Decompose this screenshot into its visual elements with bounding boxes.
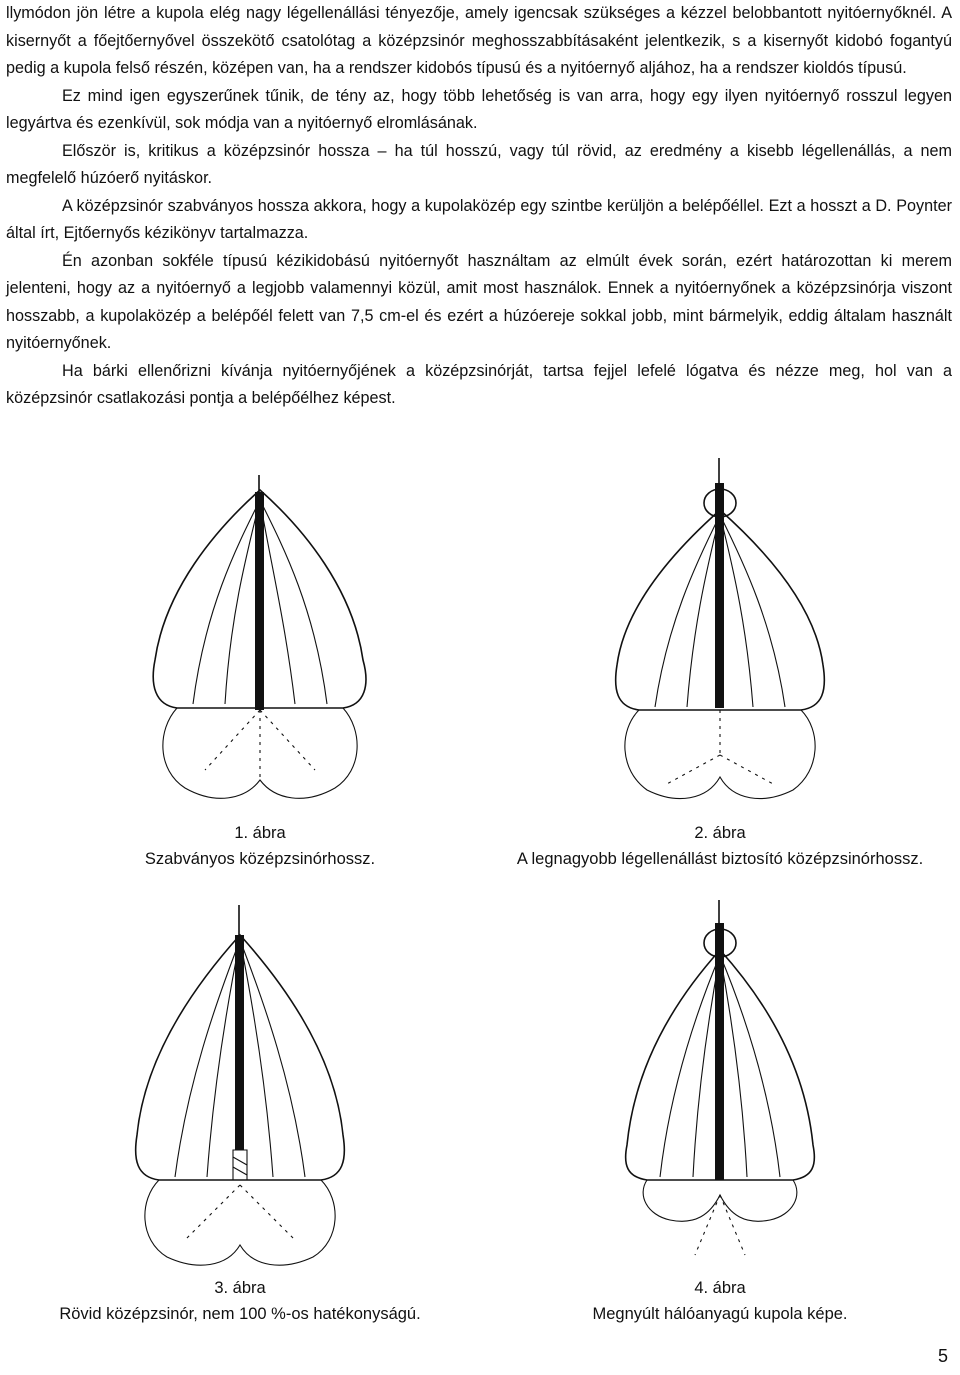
figure-3-drawing bbox=[75, 895, 405, 1275]
figure-2-drawing bbox=[555, 455, 885, 820]
paragraph-4: A középzsinór szabványos hossza akkora, hogy a kupolaközép egy szintbe kerüljön a belépőéllel. Ezt a hosszt a D. Poynter által írt, Ejtőernyős kézikönyv tartalmazza. bbox=[6, 196, 952, 242]
figure-2-caption: A legnagyobb légellenállást biztosító középzsinórhossz. bbox=[516, 850, 924, 868]
paragraph-6: Ha bárki ellenőrizni kívánja nyitóernyőjének a középzsinórját, tartsa fejjel lefelé lógatva és nézze meg, hol van a középzsinór csatlakozási pontja a belépőélhez képest. bbox=[6, 361, 952, 407]
figure-3-caption: Rövid középzsinór, nem 100 %-os hatékonyságú. bbox=[59, 1305, 421, 1323]
paragraph-2: Ez mind igen egyszerűnek tűnik, de tény az, hogy több lehetőség is van arra, hogy egy ilyen nyitóernyő rosszul legyen legyártva és ezenkívül, sok módja van a nyitóernyő elromlásának. bbox=[6, 86, 952, 132]
figure-4-caption: Megnyúlt hálóanyagú kupola képe. bbox=[592, 1305, 848, 1323]
body-text bbox=[6, 0, 952, 413]
figure-3 bbox=[20, 895, 460, 1327]
figure-1-drawing bbox=[95, 470, 425, 820]
page-number: 5 bbox=[937, 1346, 948, 1366]
figure-4-drawing bbox=[555, 895, 885, 1275]
figure-1 bbox=[40, 470, 480, 872]
paragraph-3: Először is, kritikus a középzsinór hossza – ha túl hosszú, vagy túl rövid, az eredmény a kisebb légellenállás, a nem megfelelő húzóerő nyitáskor. bbox=[6, 141, 952, 187]
figure-2-number: 2. ábra bbox=[694, 824, 746, 842]
figure-1-caption: Szabványos középzsinórhossz. bbox=[144, 850, 376, 868]
figure-3-number: 3. ábra bbox=[214, 1279, 266, 1297]
paragraph-1: llymódon jön létre a kupola elég nagy légellenállási tényezője, amely igencsak szükséges a kézzel belobbantott nyitóernyőknél. A kisernyőt a főejtőernyővel összekötő csatolótag a középzsinór meghosszabbításaként jelentkezik, s a kisernyőt kidobó fogantyú pedig a kupola felső részén, középen van, ha a rendszer kidobós típusú és a nyitóernyő aljához, ha a rendszer kioldós típusú. bbox=[6, 4, 952, 77]
paragraph-5: Én azonban sokféle típusú kézikidobású nyitóernyőt használtam az elmúlt évek során, ezért határozottan ki merem jelenteni, hogy az a nyitóernyő a legjobb valamennyi közül, amit most használok. Ennek a nyitóernyőnek a középzsinórja viszont hosszabb, a kupolaközép a belépőél felett van 7,5 cm-el és ezért a húzóereje sokkal jobb, mint bármelyik, eddig általam használt nyitóernyőnek. bbox=[6, 251, 952, 352]
figure-4 bbox=[500, 895, 940, 1327]
figure-4-number: 4. ábra bbox=[694, 1279, 746, 1297]
figure-2 bbox=[500, 455, 940, 872]
figure-1-number: 1. ábra bbox=[234, 824, 286, 842]
